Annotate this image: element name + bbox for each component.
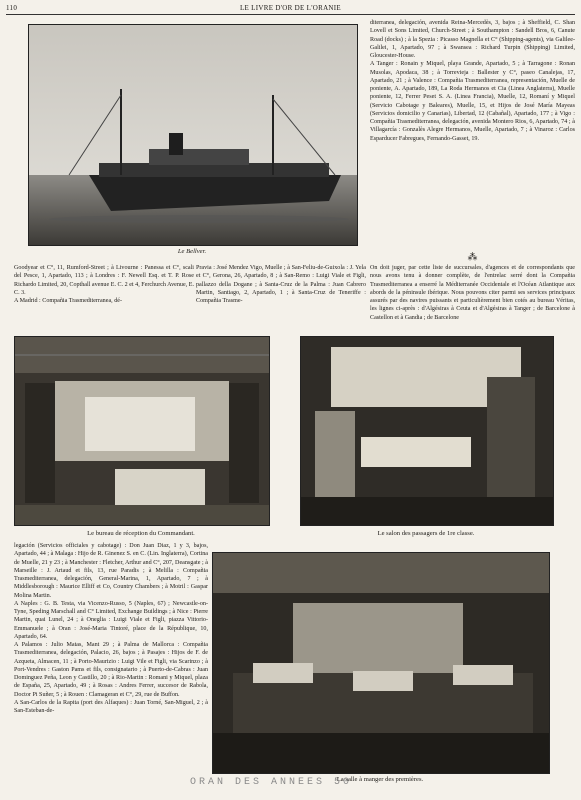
section-ornament: ⁂ [467,252,478,263]
salon-caption: Le salon des passagers de 1re classe. [377,530,475,537]
dining-room-illustration [213,553,549,773]
footer-watermark: ORAN DES ANNEES 50 [190,777,353,788]
commander-office-caption: Le bureau de réception du Commandant. [87,530,195,537]
running-title: LE LIVRE D'OR DE L'ORANIE [239,4,341,12]
middle-column-text: Pravia : José Mendez Vigo, Muelle ; à San-Feliu-de-Guixola : J. Yela et C°, Gerona, 26, Apartado, 8 ; à San-Remo : Luigi Viale et Figli, pallazzo della Dogane ; à Santa-Cruz de la Palma : Juan Cabrero Martin, Santiago, 2, Apartado, 1 ; à Santa-Cruz de Teneriffe : Compañia Trasme- [196,265,366,304]
left-column-text: Goodyear et C°, 11, Rumford-Street ; à Livourne : Panessa et C°, scali del Pesce, 1, Apartado, 113 ; à Londres : F. Newell Esq. et T. P. Rose Richardo Limited, 20, Copthall avenue E. C. 2 et 4, Ferchurch Avenue, E. C. 3. A Madrid : Compañia Trasmediterranea, dé- [14,265,194,304]
salon-illustration [301,337,553,525]
ship-photo [28,24,358,246]
right-column-paragraph: On doit juger, par cette liste de succursales, d'agences et de correspondants que nous avons tenu à donner complète, de l'entrelac serré dont la Compañia Trasmediterranea a enserré la Méditerranée Occidentale et l'Océan Atlantique aux abords de la péninsule ibérique. Nous pouvons citer parmi ses services principaux assurés par des navires puissants et particulièrement bien cotés au bureau Véritas, les lignes ci-après : d'Algésiras à Ceuta et d'Algésiras à Tanger ; de Barcelone à Castellon et à Gandia ; de Barcelone [370,265,575,321]
dining-room-photo [212,552,550,774]
ship-illustration [29,25,357,245]
commander-office-photo [14,336,270,526]
page-number: 110 [6,4,18,12]
salon-photo [300,336,554,526]
right-column-text: diterranea, delegación, avenida Reina-Mercedès, 3, bajos ; à Sheffield, C. Shan Lovell et Sons Limited, Church-Street ; à Southampton : Sandell Bros, 6, Canute Road (docks) ; à la Spezia : Picasso Magnella et C° (Shipping-agents), via Galilee-Galilei, 1, Apartado, 97 ; à Swansea : Richard Turpin (Shipping) Limited, Gloucester-House. A Tanger : Ronain y Miquel, playa Grande, Apartado, 5 ; à Tarragone : Ronan Musolas, Apodaca, 38 ; à Torrevieja : Ballester y C°, paseo Canalejas, 17, Apartado, 21 ; à Valence : Compañia Trasmediterranea, representación, Muelle de poniente, A. Apartado, 189, La Roda Hermanos et Cia (Linea Anglaterra), Muelle poniente, 12, Ferrer Peset S. A. (Linea Francia), Muelle, 12, Romaní y Miquel (Servicio Cabotage y Baleares), Muelle, 15, et Hijos de José María Mayeas (Servicios domicilio y Canarias), Libertad, 12 (Cabañal), Apartado, 177 ; à Vigo : Compañia Trasmediterranea, delegación, avenida Montero Rios, 6, Apartado, 74 ; à Villagarcía : Gonzalès Alegre Hermanos, Muelle, Apartado, 7 ; à Vinaroz : Carlos Esparducer Fabregues, Fernando-Gasset, 19. [370,20,575,142]
ship-caption: Le Bellver. [177,248,207,255]
bottom-left-text: legación (Servicios officiales y cabotage) : Don Juan Diaz, 1 y 3, bajos, Apartado, 44 ; à Malaga : Hijo de R. Ginenez S. en C. (Lin. Inglaterra), Cortina de Muelle, 21 y 23 ; à Manchester : Fletcher, Arthur and C°, 207, Deansgate ; à Marseille : J. Artaud et fils, 13, rue Paradis ; à Melilla : Compañia Trasmediterranea, delegación, General-Marina, 1, Apartado, 7 ; à Middlesborough : Maurice Elliff et Co, Country Chambers ; à Motril : Gaspar Molina Martin. A Naples : G. B. Testa, via Vicenzo-Russo, 5 (Naples, 67) ; Newcastle-on-Tyne, Speding Marschall and C° Limited, Exchange Buildings ; à Nice : Pierre Martin, quai Lunel, 24 ; à Oneglia : Luigi Viale et Figli, piazza Vittorio-Emmanuele ; à Oran : José-Maria Tintoré, place de la République, 10, Apartado, 64. A Palamos : Julio Matas, Mant 29 ; à Palma de Mallorca : Compañia Trasmediterranea, delegación, Palacio, 26, bajos ; à Pasajes : Hijos de F. de Azqueta, Almacen, 11 ; à Porto-Maurizio : Luigi Vile et Figli, via Scarinzo ; à Port-Vendres : Gaston Pams et fils, consignatario ; à Puerto-de-Cabras : Juan Dominguez Peña, Leon y Castillo, 20 ; à Rio-Martin : Romani y Miquel, plaza de España, 25, Apartado, 49 ; à Rosas : Andres Ferrer, succesor de Rabola, Doctor Pi Suñer, 5 ; à Rouen : Clamageran et C°, 29, rue de Buffon. A San-Carlos de la Rapita (port des Alfaques) : Juan Torné, San-Miguel, 2 ; à San-Esteban-de- [14,543,208,714]
commander-office-illustration [15,337,269,525]
dining-room-caption: La salle à manger des premières. [336,776,424,783]
header-rule [6,14,575,15]
